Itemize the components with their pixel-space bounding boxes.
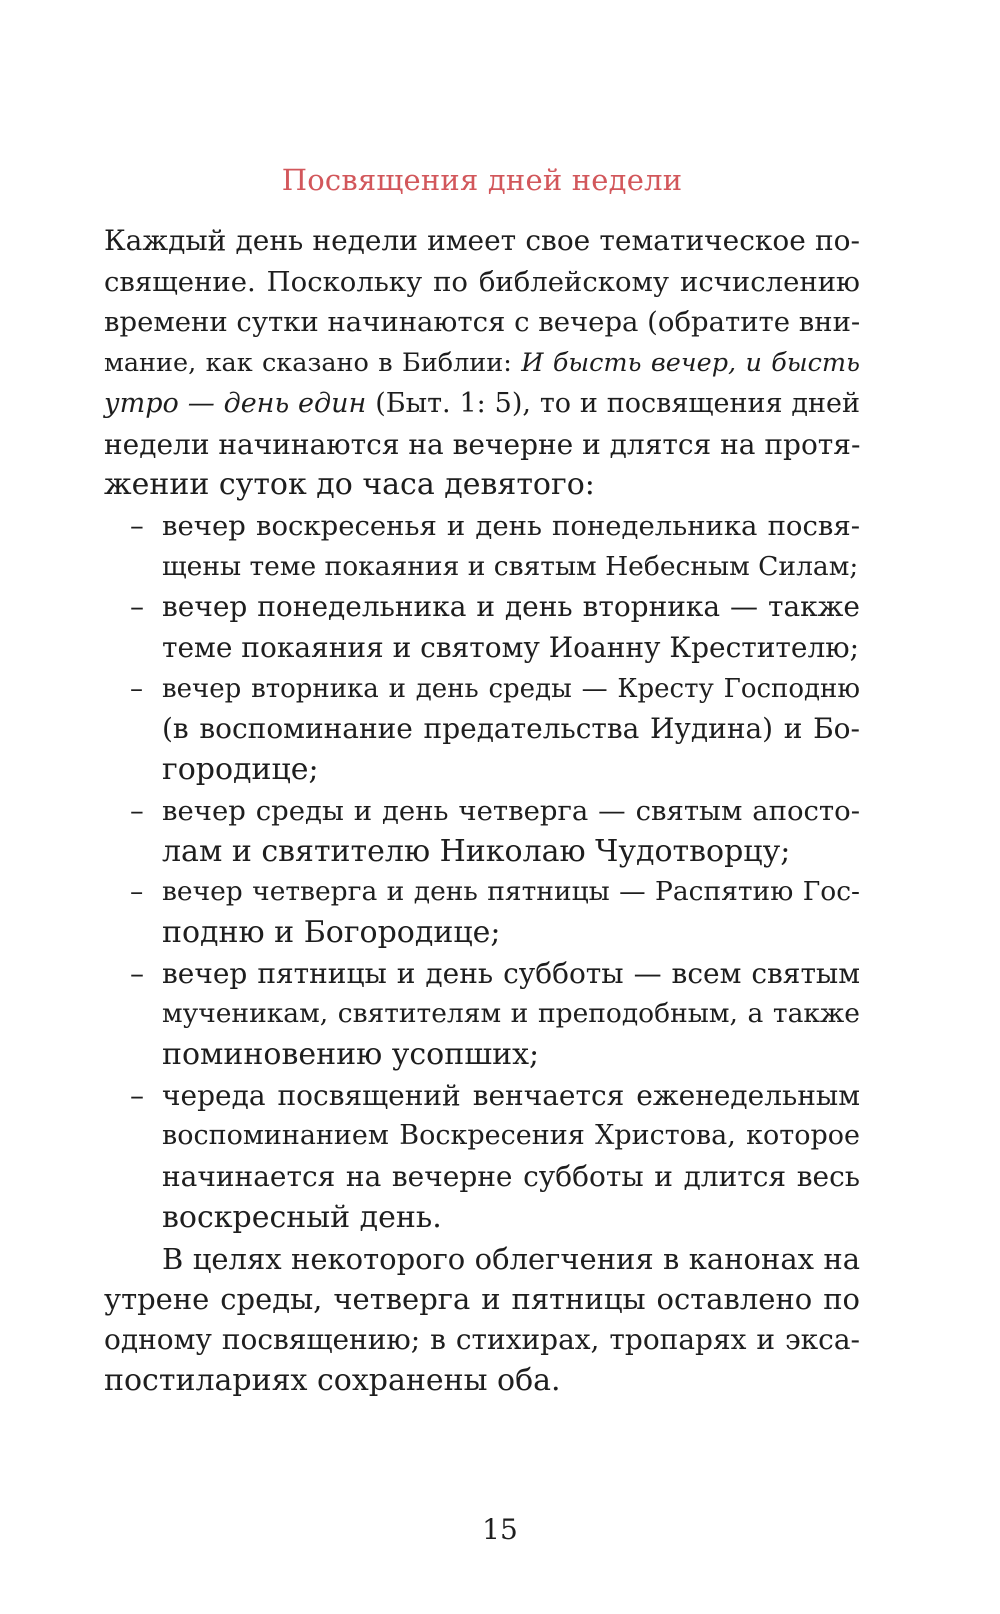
- list-item: [104, 1076, 860, 1239]
- list-item: [104, 669, 860, 791]
- text-line: [104, 669, 860, 710]
- text-line: городице;: [162, 752, 319, 788]
- text-line: времени сутки начинаются с вечера (обратите вни-: [104, 306, 861, 339]
- text-run: череда посвящений венчается еженедельным: [162, 1078, 860, 1112]
- text-line: [104, 954, 860, 995]
- dash-marker: –: [130, 956, 144, 990]
- text-line: [104, 384, 860, 425]
- text-line: [104, 791, 860, 832]
- text-line: Каждый день недели имеет свое тематическое по-: [104, 224, 860, 257]
- text-line: мученикам, святителям и преподобным, а также: [162, 998, 860, 1030]
- text-run: вечер воскресенья и день понедельника посвя-: [162, 509, 860, 542]
- list-item: [104, 506, 860, 587]
- text-run: вечер понедельника и день вторника — также: [162, 590, 860, 624]
- intro-paragraph: [104, 221, 860, 506]
- dash-marker: –: [130, 1078, 144, 1112]
- scripture-quote: И бысть вечер, и бысть: [521, 348, 860, 379]
- text-line: одному посвящению; в стихирах, тропарях и экса-: [104, 1322, 860, 1356]
- body-text: [104, 221, 860, 1401]
- text-run: (Быт. 1: 5), то и посвящения дней: [366, 387, 860, 419]
- dedication-list: [104, 506, 860, 1239]
- text-line: воспоминанием Воскресения Христова, которое: [162, 1120, 860, 1152]
- dash-marker: –: [130, 509, 144, 542]
- text-line: теме покаяния и святому Иоанну Крестителю;: [162, 631, 860, 665]
- text-line: лам и святителю Николаю Чудотворцу;: [162, 833, 791, 869]
- text-line: начинается на вечерне субботы и длится весь: [162, 1160, 860, 1194]
- text-line: воскресный день.: [162, 1199, 442, 1235]
- list-item: [104, 791, 860, 872]
- closing-paragraph: [104, 1239, 860, 1402]
- text-line: постилариях сохранены оба.: [104, 1362, 561, 1398]
- dash-marker: –: [130, 876, 144, 908]
- text-line: подню и Богородице;: [162, 914, 501, 950]
- text-run: вечер четверга и день пятницы — Распятию Гос-: [162, 876, 860, 908]
- text-run: вечер вторника и день среды — Кресту Господню: [162, 673, 860, 704]
- text-line: поминовению усопших;: [162, 1037, 540, 1073]
- text-line: [104, 872, 860, 913]
- text-run: мание, как сказано в Библии:: [104, 348, 522, 379]
- text-line: священие. Поскольку по библейскому исчислению: [104, 265, 860, 298]
- list-item: [104, 954, 860, 1076]
- text-line: [104, 343, 860, 384]
- text-line: [104, 506, 860, 547]
- text-line: щены теме покаяния и святым Небесным Силам;: [162, 550, 859, 582]
- scripture-quote: утро — день един: [104, 387, 367, 419]
- page-number: 15: [482, 1513, 518, 1546]
- dash-marker: –: [130, 590, 144, 624]
- list-item: [104, 872, 860, 953]
- text-line: утрене среды, четверга и пятницы оставлено по: [104, 1282, 860, 1317]
- section-heading: Посвящения дней недели: [281, 163, 683, 197]
- dash-marker: –: [130, 794, 144, 827]
- text-line: [104, 1076, 860, 1117]
- text-line: В целях некоторого облегчения в канонах на: [162, 1241, 860, 1276]
- text-line: [104, 587, 860, 628]
- list-item: [104, 587, 860, 668]
- text-line: жении суток до часа девятого:: [104, 467, 595, 503]
- dash-marker: –: [130, 673, 143, 704]
- text-run: вечер среды и день четверга — святым апосто-: [162, 794, 860, 827]
- text-line: недели начинаются на вечерне и длятся на протя-: [104, 427, 861, 461]
- text-run: вечер пятницы и день субботы — всем святым: [162, 956, 860, 990]
- text-line: (в воспоминание предательства Иудина) и Бо-: [162, 712, 860, 746]
